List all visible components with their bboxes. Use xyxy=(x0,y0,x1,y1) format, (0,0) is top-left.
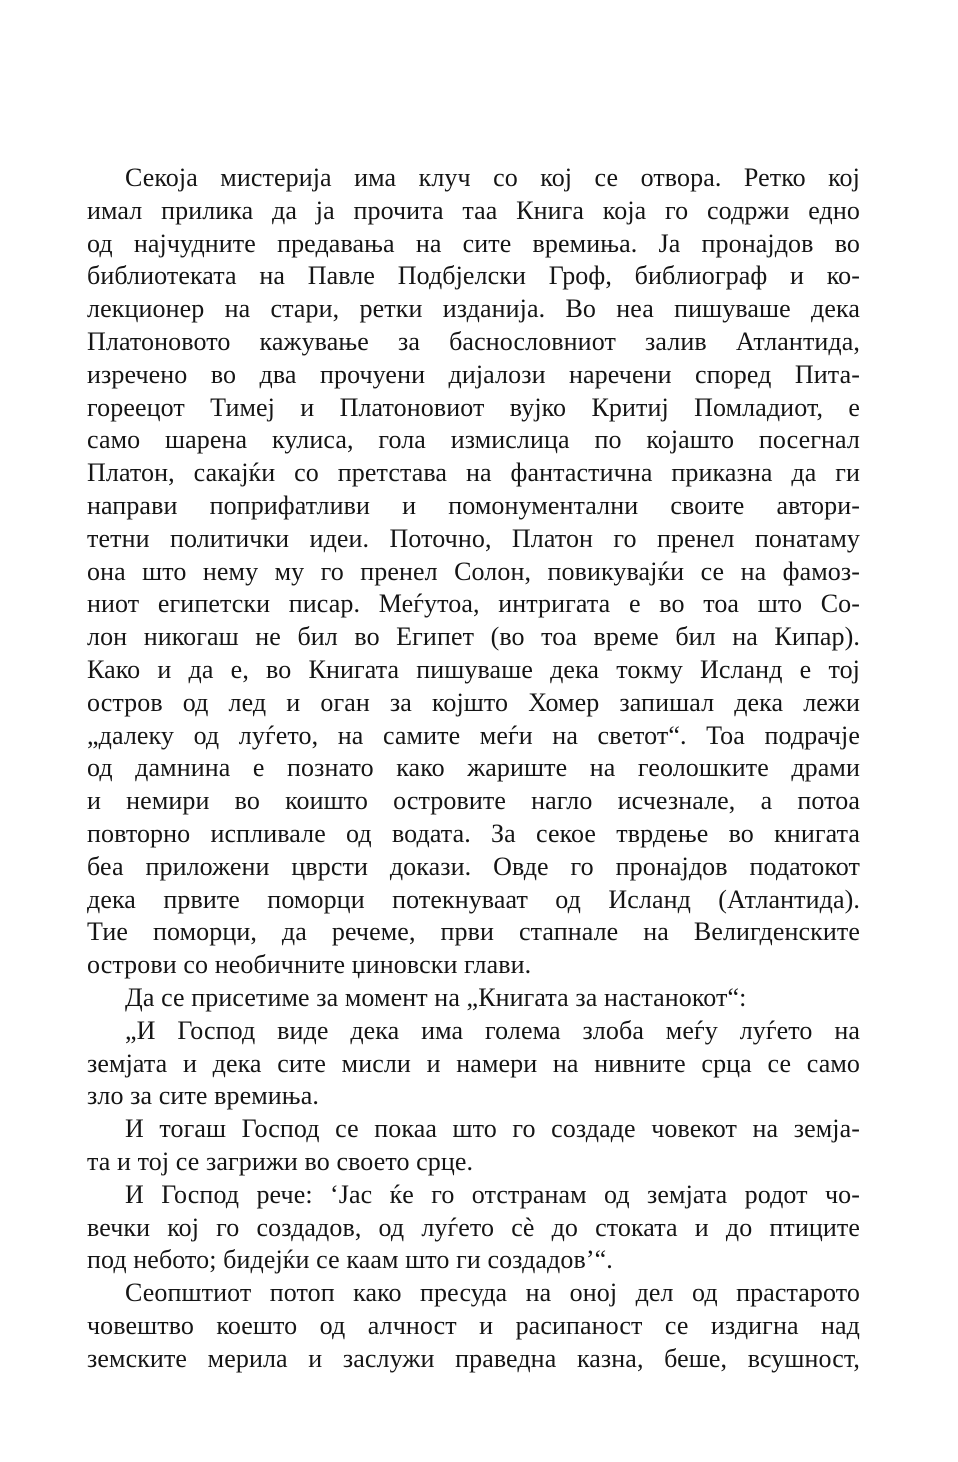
text-line: земските мерила и заслужи праведна казна, беше, всушност, xyxy=(87,1343,860,1373)
text-line: И тогаш Господ се покаа што го создаде човекот на земја- xyxy=(125,1114,860,1144)
text-line: остров од лед и оган за којшто Хомер запишал дека лежи xyxy=(87,687,860,717)
text-line: Секоја мистерија има клуч со кој се отвора. Ретко кој xyxy=(125,163,860,192)
text-line: дека првите поморци потекнуваат од Исланд (Атлантида). xyxy=(87,884,860,914)
text-line: ниот египетски писар. Меѓутоа, интригата е во тоа што Со- xyxy=(87,589,860,619)
text-line: гореецот Тимеј и Платоновиот вујко Критиј Помладиот, е xyxy=(87,392,860,422)
text-line: од најчудните предавања на сите времиња. Ја пронајдов во xyxy=(87,228,860,258)
text-line: лекционер на стари, ретки изданија. Во неа пишуваше дека xyxy=(87,294,860,324)
text-line: земјата и дека сите мисли и намери на нивните срца се само xyxy=(87,1048,860,1078)
text-line: Како и да е, во Книгата пишуваше дека токму Исланд е тој xyxy=(87,654,860,684)
text-block xyxy=(87,162,860,1375)
text-line: острови со необичните џиновски глави. xyxy=(87,950,532,980)
text-line: та и тој се загрижи во своето срце. xyxy=(87,1146,474,1176)
text-line: лон никогаш не бил во Египет (во тоа време бил на Кипар). xyxy=(87,622,860,652)
text-line: вечки кој го создадов, од луѓето сѐ до стоката и до птиците xyxy=(87,1212,860,1242)
text-line: изречено во два прочуени дијалози наречени според Пита- xyxy=(87,359,860,389)
text-line: Да се присетиме за момент на „Книгата за настанокот“: xyxy=(125,982,747,1012)
text-line: тетни политички идеи. Поточно, Платон го пренел понатаму xyxy=(87,523,860,553)
text-line: И Господ рече: ‘Јас ќе го отстранам од земјата родот чо- xyxy=(125,1179,860,1209)
text-line: она што нему му го пренел Солон, повикувајќи се на фамоз- xyxy=(87,556,860,586)
text-line: направи поприфатливи и помонументални своите автори- xyxy=(87,490,860,520)
text-line: Тие поморци, да речеме, први стапнале на Велигденските xyxy=(87,917,860,947)
text-line: само шарена кулиса, гола измислица по којашто посегнал xyxy=(87,425,860,455)
text-line: човештво коешто од алчност и расипаност се издигна над xyxy=(87,1310,860,1340)
text-line: од дамнина е познато како жариште на геолошките драми xyxy=(87,753,860,783)
text-line: и немири во коишто островите нагло исчезнале, а потоа xyxy=(87,786,860,816)
text-line: беа приложени цврсти докази. Овде го пронајдов податокот xyxy=(87,851,860,881)
text-line: имал прилика да ја прочита таа Книга која го содржи едно xyxy=(87,195,860,225)
text-line: зло за сите времиња. xyxy=(87,1081,319,1111)
text-line: Платон, сакајќи со претстава на фантастична приказна да ги xyxy=(87,458,860,488)
text-line: Платоновото кажување за баснословниот залив Атлантида, xyxy=(87,326,860,356)
text-line: „далеку од луѓето, на самите меѓи на светот“. Тоа подрачје xyxy=(87,720,860,750)
text-line: повторно испливале од водата. За секое тврдење во книгата xyxy=(87,818,860,848)
text-line: библиотеката на Павле Подбјелски Гроф, библиограф и ко- xyxy=(87,261,860,291)
text-line: „И Господ виде дека има голема злоба меѓу луѓето на xyxy=(125,1015,860,1045)
text-line: Сеопштиот потоп како пресуда на оној дел од прастарото xyxy=(125,1278,860,1308)
text-line: под небото; бидејќи се каам што ги создадов’“. xyxy=(87,1245,613,1275)
